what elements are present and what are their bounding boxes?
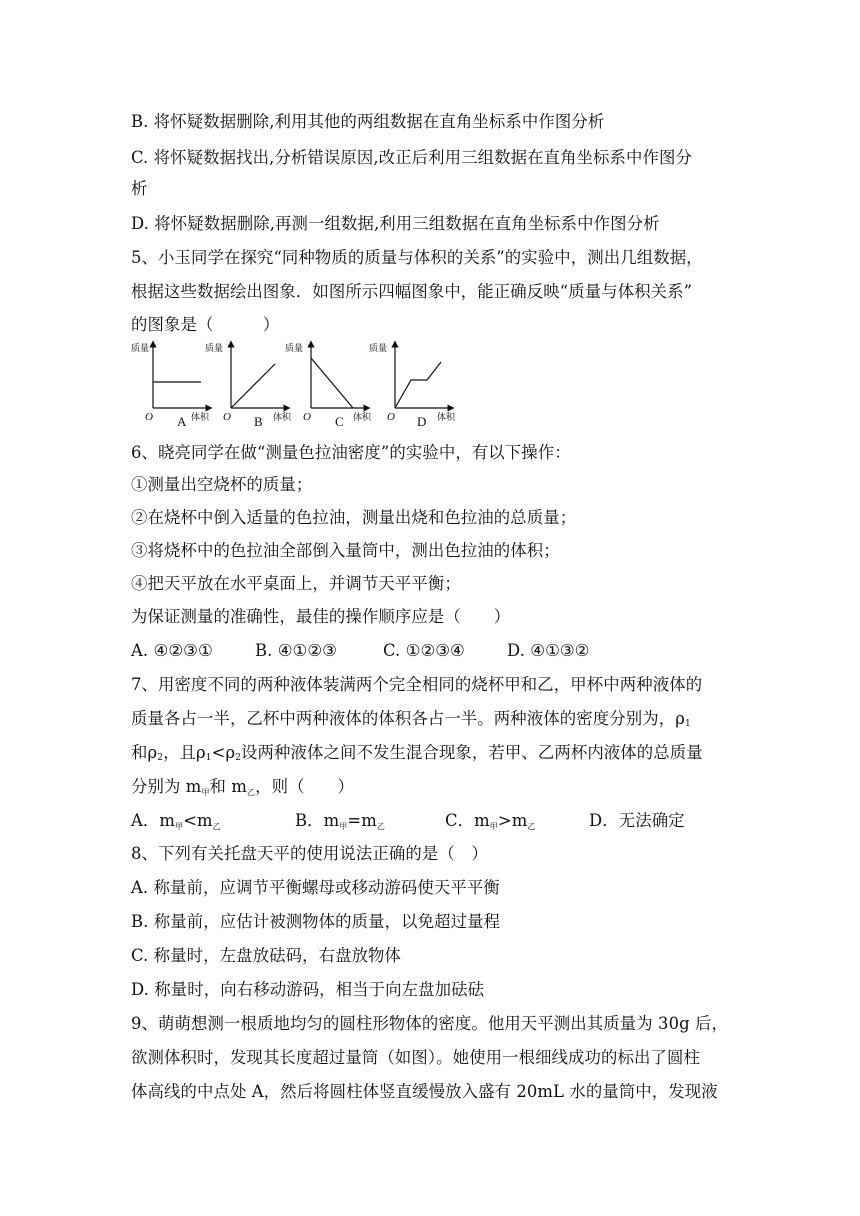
q7-option-a xyxy=(131,809,295,839)
q7-option-b xyxy=(295,809,445,839)
q7-line1: 7、用密度不同的两种液体装满两个完全相同的烧杯甲和乙，甲杯中两种液体的 xyxy=(131,675,703,694)
q6-options xyxy=(131,639,741,663)
q7-a-m: A．m xyxy=(131,811,176,830)
q7-b-sub-yi: 乙 xyxy=(376,822,385,831)
q8-line1: 8、下列有关托盘天平的使用说法正确的是（ ） xyxy=(131,844,488,863)
q6-option-c: C. ①②③④ xyxy=(383,641,465,660)
q4-option-c-text: C. 将怀疑数据找出,分析错误原因,改正后利用三组数据在直角坐标系中作图分 xyxy=(131,148,692,167)
q7-b-sub-jia: 甲 xyxy=(339,822,348,831)
q7-line3-d: 设两种液体之间不发生混合现象，若甲、乙两杯内液体的总质量 xyxy=(241,743,703,762)
graph-c xyxy=(285,342,372,429)
graph-b-letter: B xyxy=(254,414,263,429)
q6-option-a: A. ④②③① xyxy=(131,641,213,660)
rho-sub-2a: 2 xyxy=(157,753,164,763)
graph-a-letter: A xyxy=(177,414,187,429)
q5-line3: 的图象是（ ） xyxy=(131,315,280,334)
graph-c-origin: O xyxy=(303,411,311,423)
q4-option-c-line1 xyxy=(131,146,741,170)
rho-sub-1: 1 xyxy=(684,719,691,729)
q6-option-b: B. ④①②③ xyxy=(255,641,337,660)
q7-line2 xyxy=(131,707,741,736)
q7-line3 xyxy=(131,741,741,770)
q7-options xyxy=(131,809,741,839)
graph-a xyxy=(131,342,210,429)
graph-d-x-label: 体积 xyxy=(437,413,456,423)
q5-line2: 根据这些数据绘出图象．如图所示四幅图象中，能正确反映“质量与体积关系” xyxy=(131,282,693,301)
q7-line3-b: ，且ρ xyxy=(163,743,206,762)
q9-line2: 欲测体积时，发现其长度超过量筒（如图）。她使用一根细线成功的标出了圆柱 xyxy=(131,1048,700,1067)
q8-option-a: A. 称量前，应调节平衡螺母或移动游码使天平平衡 xyxy=(131,878,500,897)
rho-sub-2b: 2 xyxy=(235,753,242,763)
q7-c-sub-yi: 乙 xyxy=(527,822,536,831)
graph-b-origin: O xyxy=(223,411,231,423)
graph-c-letter: C xyxy=(335,414,344,429)
q5-graphs xyxy=(131,338,471,430)
q6-step4: ④把天平放在水平桌面上，并调节天平平衡； xyxy=(131,574,461,593)
q4-option-c-line2: 析 xyxy=(131,179,148,198)
q6-step2: ②在烧杯中倒入适量的色拉油，测量出烧和色拉油的总质量； xyxy=(131,508,577,527)
q7-line4-a: 分别为 m xyxy=(131,777,202,796)
graph-a-origin: O xyxy=(145,411,153,423)
q6-step1: ①测量出空烧杯的质量； xyxy=(131,475,313,494)
q7-a-sub-yi: 乙 xyxy=(212,822,221,831)
q7-c-rel: >m xyxy=(497,811,528,830)
graph-b xyxy=(205,342,292,429)
q7-option-d: D．无法确定 xyxy=(589,811,685,830)
q4-option-b: B. 将怀疑数据删除,利用其他的两组数据在直角坐标系中作图分析 xyxy=(131,112,605,131)
q7-b-rel: =m xyxy=(347,811,377,830)
q7-option-c xyxy=(445,809,589,839)
graph-d-origin: O xyxy=(387,411,395,423)
q9-line3: 体高线的中点处 A，然后将圆柱体竖直缓慢放入盛有 20mL 水的量筒中，发现液 xyxy=(131,1082,718,1101)
q6-line1: 6、晓亮同学在做“测量色拉油密度”的实验中，有以下操作： xyxy=(131,443,571,462)
q6-step3: ③将烧杯中的色拉油全部倒入量筒中，测出色拉油的体积； xyxy=(131,541,560,560)
q6-option-d: D. ④①③② xyxy=(507,641,590,660)
q9-line1: 9、萌萌想测一根质地均匀的圆柱形物体的密度。他用天平测出其质量为 30g 后， xyxy=(131,1014,728,1033)
rho-sub-1b: 1 xyxy=(205,753,212,763)
q8-option-d: D. 称量时，向右移动游码，相当于向左盘加砝砝 xyxy=(131,980,485,999)
q7-line2-text: 质量各占一半，乙杯中两种液体的体积各占一半。两种液体的密度分别为，ρ xyxy=(131,709,685,728)
q7-line4-b: 和 m xyxy=(209,777,247,796)
sub-yi: 乙 xyxy=(247,788,256,797)
q7-c-sub-jia: 甲 xyxy=(489,822,498,831)
q7-a-sub-jia: 甲 xyxy=(175,822,184,831)
graph-c-y-label: 质量 xyxy=(285,344,304,354)
q6-line2: 为保证测量的准确性，最佳的操作顺序应是（ ） xyxy=(131,607,511,626)
graph-a-y-label: 质量 xyxy=(131,344,150,354)
graph-a-x-label: 体积 xyxy=(191,413,210,423)
q7-line4-c: ，则（ ） xyxy=(255,777,355,796)
q4-option-d: D. 将怀疑数据删除,再测一组数据,利用三组数据在直角坐标系中作图分析 xyxy=(131,214,660,233)
graph-d-y-label: 质量 xyxy=(369,344,388,354)
q7-line3-c: <ρ xyxy=(211,743,236,762)
graph-b-y-label: 质量 xyxy=(205,344,224,354)
q7-line4 xyxy=(131,775,741,805)
q7-b-m: B．m xyxy=(295,811,340,830)
q8-option-c: C. 称量时，左盘放砝码，右盘放物体 xyxy=(131,946,402,965)
graph-d-letter: D xyxy=(417,414,427,429)
graph-d xyxy=(369,342,456,429)
graph-b-x-label: 体积 xyxy=(273,413,292,423)
q5-line1: 5、小玉同学在探究“同种物质的质量与体积的关系”的实验中，测出几组数据， xyxy=(131,248,703,267)
graph-c-x-label: 体积 xyxy=(353,413,372,423)
q7-a-rel: <m xyxy=(183,811,213,830)
q5-graph-figure xyxy=(131,338,471,430)
q7-line3-a: 和ρ xyxy=(131,743,158,762)
q8-option-b: B. 称量前，应估计被测物体的质量，以免超过量程 xyxy=(131,912,501,931)
q7-c-m: C．m xyxy=(445,811,490,830)
sub-jia: 甲 xyxy=(201,788,210,797)
